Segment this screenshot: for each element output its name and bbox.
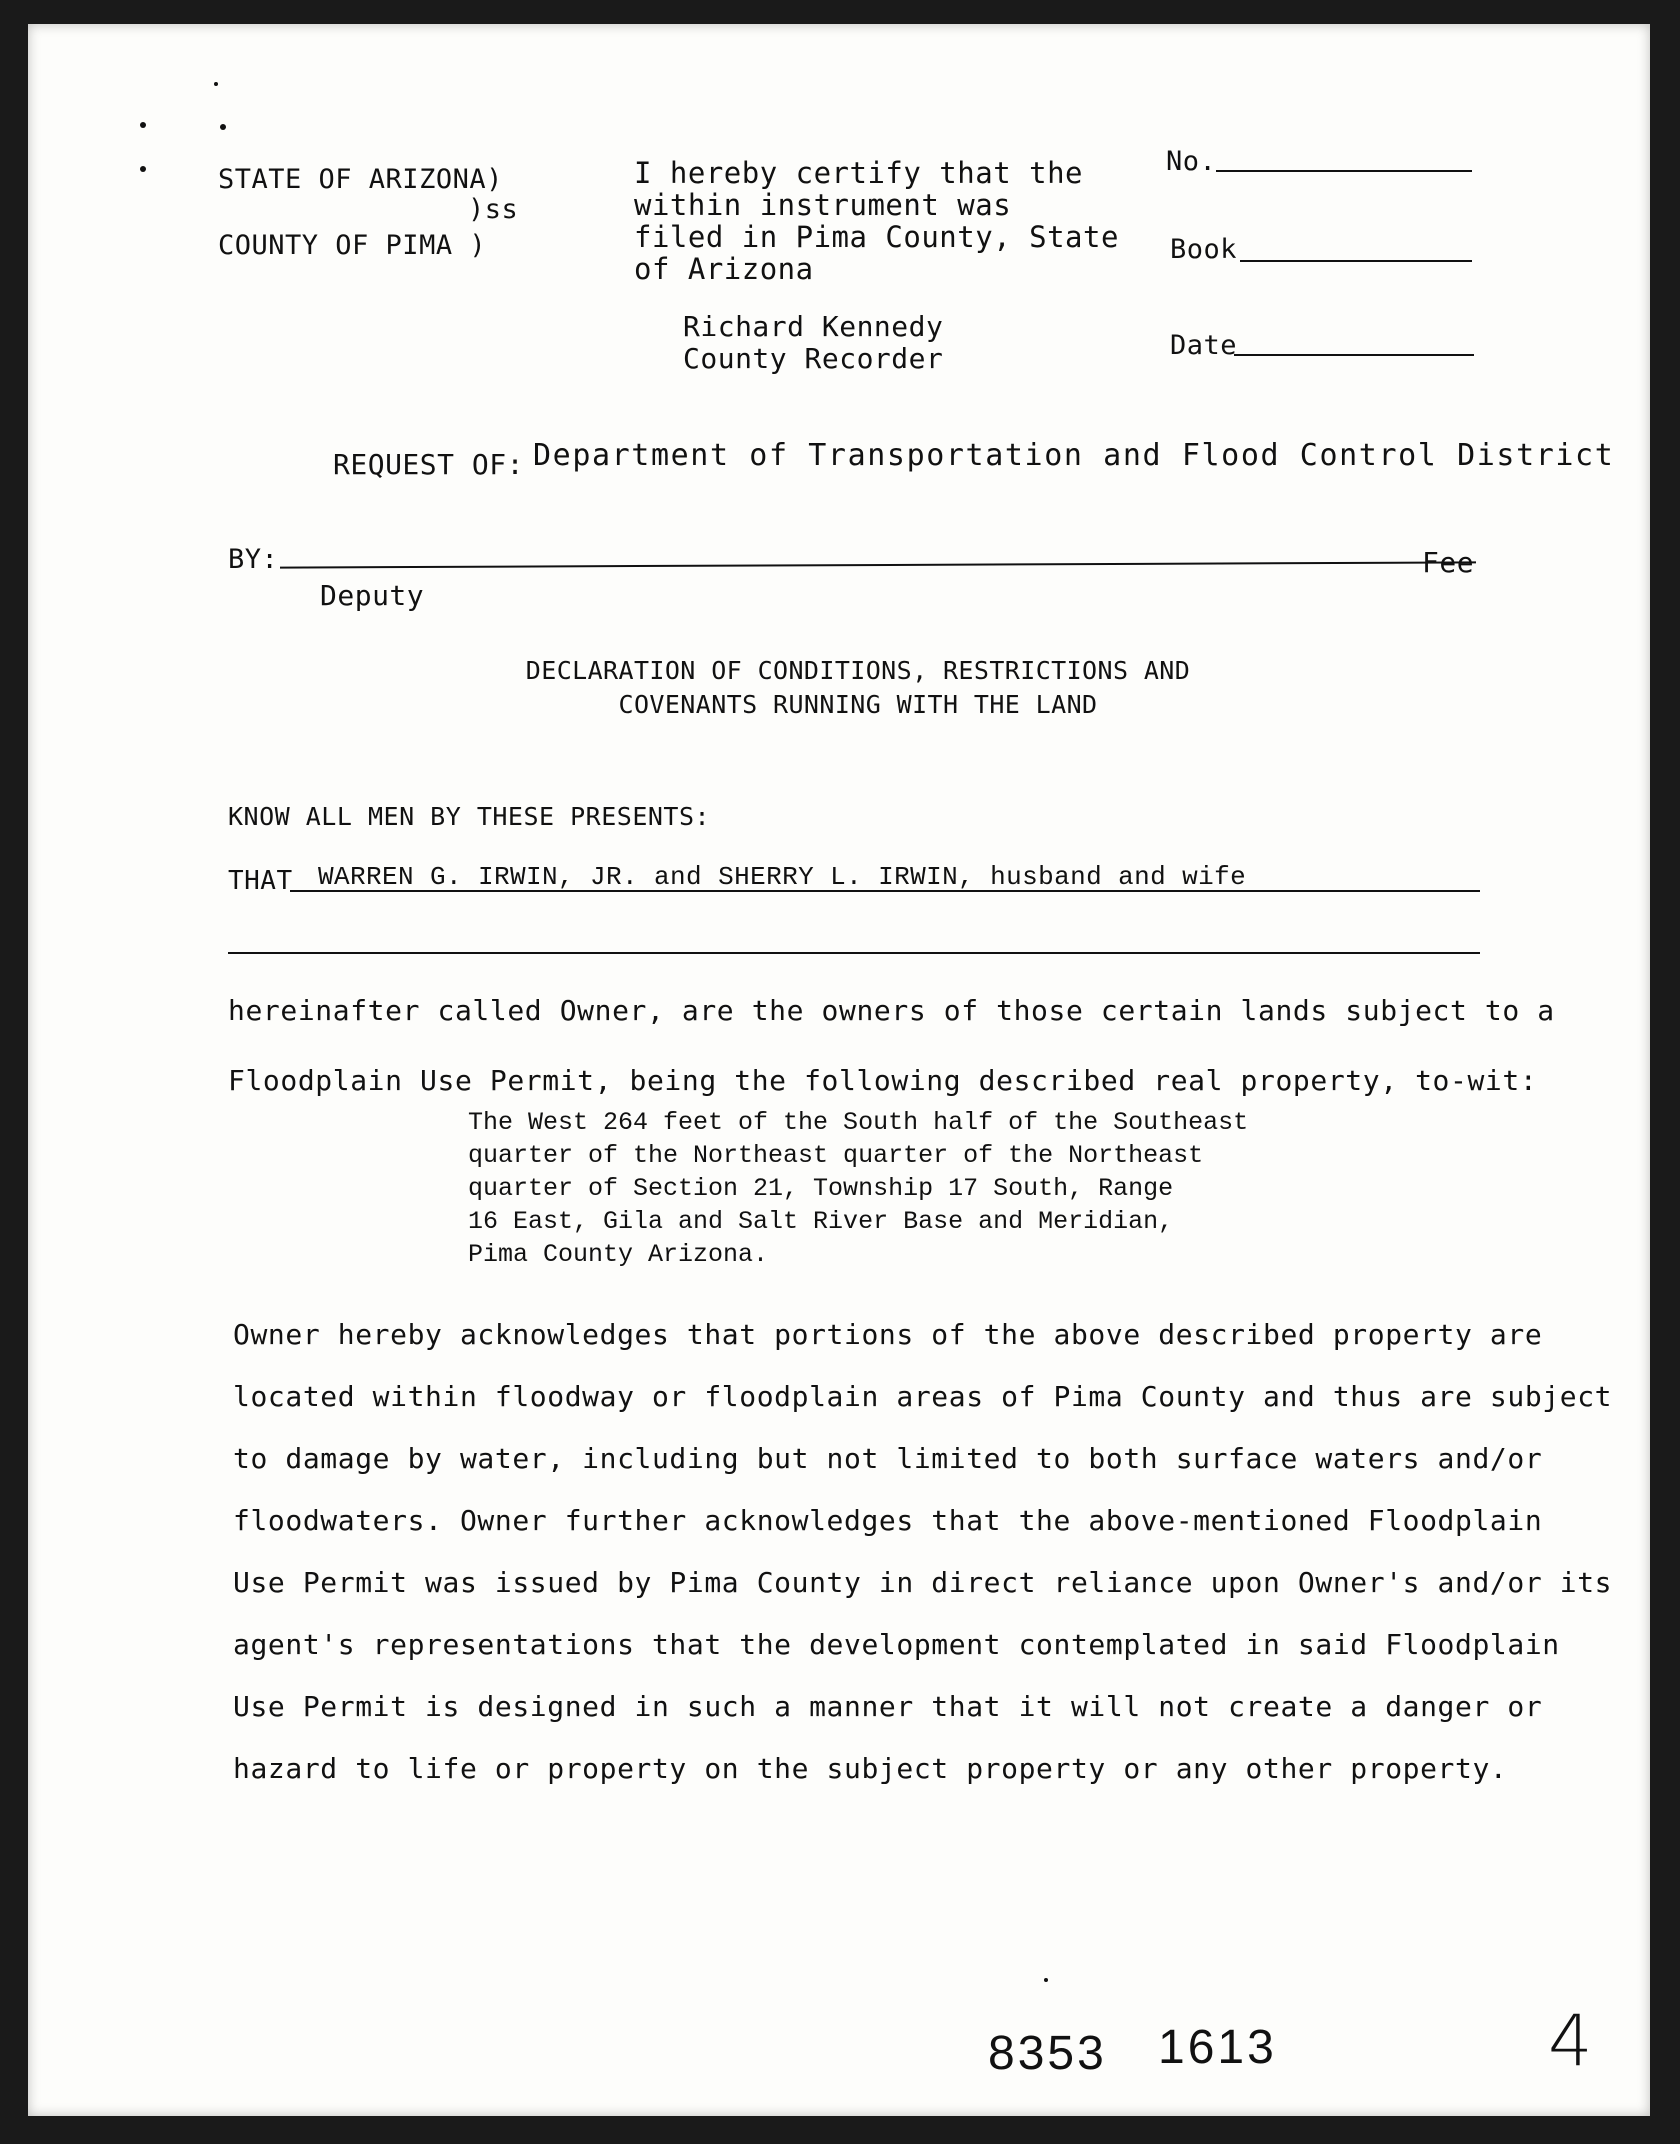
certify-line-4: of Arizona (634, 252, 814, 286)
body-line-2: located within floodway or floodplain areas of Pima County and thus are subject (233, 1380, 1613, 1413)
speck-dot (140, 122, 146, 128)
recorder-title: County Recorder (683, 342, 944, 375)
legal-line-1: The West 264 feet of the South half of the Southeast (468, 1108, 1249, 1137)
legal-line-3: quarter of Section 21, Township 17 South, Range (468, 1174, 1174, 1203)
deputy-label: Deputy (320, 579, 425, 612)
state-line: STATE OF ARIZONA) (218, 164, 503, 195)
that-label: THAT (228, 866, 293, 896)
date-field-line (1234, 354, 1474, 356)
body-line-7: Use Permit is designed in such a manner that it will not create a danger or (233, 1690, 1543, 1723)
book-field-line (1240, 260, 1472, 262)
body-line-4: floodwaters. Owner further acknowledges that the above-mentioned Floodplain (233, 1504, 1543, 1537)
body-line-8: hazard to life or property on the subject property or any other property. (233, 1752, 1508, 1785)
date-label: Date (1170, 330, 1238, 361)
handwritten-page-number: 4 (1548, 2000, 1593, 2082)
body-line-1: Owner hereby acknowledges that portions of the above described property are (233, 1318, 1543, 1351)
request-label: REQUEST OF: (333, 448, 524, 481)
county-line: COUNTY OF PIMA ) (218, 230, 487, 261)
by-label: BY: (228, 544, 279, 575)
ss-mark: )ss (468, 194, 519, 225)
docket-number: 8353 (988, 2027, 1107, 2080)
fee-label: Fee (1422, 546, 1475, 579)
body-line-3: to damage by water, including but not limited to both surface waters and/or (233, 1442, 1543, 1475)
speck-dot (140, 166, 146, 172)
owners-line-1 (290, 890, 1480, 892)
speck-dot (220, 124, 226, 130)
book-label: Book (1170, 234, 1238, 265)
declaration-title-line-2: COVENANTS RUNNING WITH THE LAND (618, 690, 1098, 719)
no-label: No. (1166, 146, 1217, 177)
declaration-title-line-1: DECLARATION OF CONDITIONS, RESTRICTIONS AND (525, 656, 1191, 685)
legal-line-2: quarter of the Northeast quarter of the Northeast (468, 1141, 1204, 1170)
certify-line-3: filed in Pima County, State (634, 220, 1119, 254)
owners-names: WARREN G. IRWIN, JR. and SHERRY L. IRWIN, husband and wife (318, 862, 1247, 892)
body-line-6: agent's representations that the development contemplated in said Floodplain (233, 1628, 1560, 1661)
owners-line-2 (228, 952, 1480, 954)
know-all-heading: KNOW ALL MEN BY THESE PRESENTS: (228, 802, 711, 831)
document-page (28, 24, 1650, 2116)
legal-line-5: Pima County Arizona. (468, 1240, 769, 1269)
request-value: Department of Transportation and Flood Control District (533, 438, 1615, 473)
speck-dot (214, 82, 218, 86)
intro-line-2: Floodplain Use Permit, being the following described real property, to-wit: (228, 1064, 1538, 1097)
certify-line-2: within instrument was (634, 188, 1012, 222)
recorder-name: Richard Kennedy (683, 310, 944, 343)
certify-line-1: I hereby certify that the (634, 156, 1083, 190)
legal-line-4: 16 East, Gila and Salt River Base and Meridian, (468, 1207, 1174, 1236)
no-field-line (1216, 170, 1472, 172)
page-number: 1613 (1158, 2021, 1277, 2074)
speck-dot (1044, 1978, 1048, 1982)
by-signature-line (280, 561, 1476, 568)
body-line-5: Use Permit was issued by Pima County in direct reliance upon Owner's and/or its (233, 1566, 1613, 1599)
intro-line-1: hereinafter called Owner, are the owners of those certain lands subject to a (228, 994, 1555, 1027)
